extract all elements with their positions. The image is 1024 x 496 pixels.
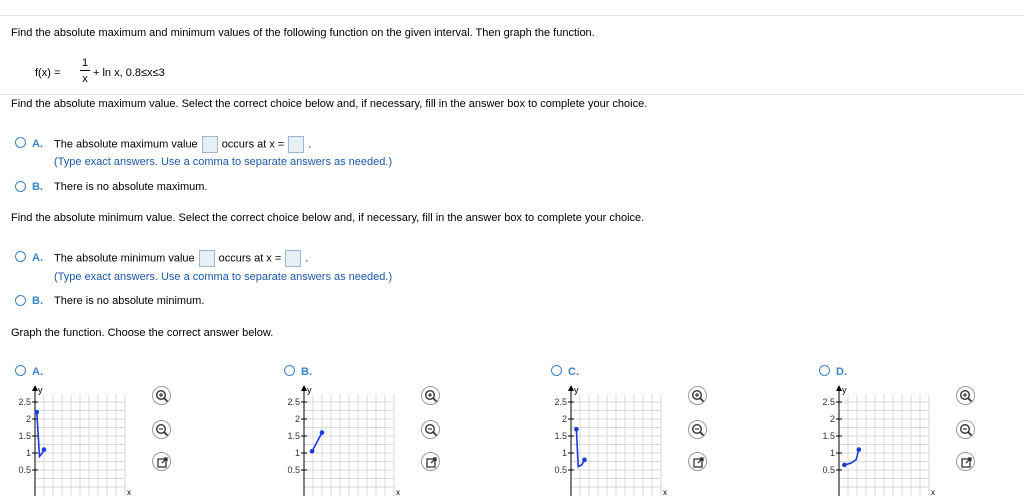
function-curve xyxy=(312,433,322,452)
min-choice-b-text: There is no absolute minimum. xyxy=(54,295,205,307)
y-tick-label: 0.5 xyxy=(287,465,300,475)
popout-icon[interactable] xyxy=(421,452,440,471)
curve-end-point xyxy=(42,447,47,452)
x-axis-label: x xyxy=(931,488,935,496)
y-tick-label: 2 xyxy=(25,414,31,424)
y-tick-label: 1.5 xyxy=(554,431,567,441)
popout-icon[interactable] xyxy=(956,452,975,471)
max-value-label: The absolute maximum value xyxy=(54,138,198,151)
graph-plot xyxy=(274,384,400,496)
fraction-numerator: 1 xyxy=(81,57,89,69)
y-tick-label: 2.5 xyxy=(822,397,835,407)
y-tick-label: 2 xyxy=(561,414,567,424)
max-choice-b-letter: B. xyxy=(32,181,43,193)
curve-end-point xyxy=(582,458,587,463)
max-hint: (Type exact answers. Use a comma to separate answers as needed.) xyxy=(54,156,393,168)
graph-option-letter: A. xyxy=(32,366,43,378)
popout-icon[interactable] xyxy=(152,452,171,471)
max-prompt: Find the absolute maximum value. Select the correct choice below and, if necessary, fill in the answer box to complete your choice. xyxy=(11,98,648,110)
y-tick-label: 0.5 xyxy=(18,465,31,475)
top-divider xyxy=(0,15,1024,16)
max-choice-a-line xyxy=(54,136,311,153)
curve-end-point xyxy=(857,447,862,452)
min-choice-b-radio[interactable] xyxy=(15,295,26,306)
instruction-text: Find the absolute maximum and minimum values of the following function on the given interval. Then graph the function. xyxy=(11,27,595,39)
graph-plot xyxy=(5,384,131,496)
min-x-answer-box[interactable] xyxy=(285,250,301,267)
zoom-in-icon[interactable] xyxy=(421,386,440,405)
min-choice-a-line xyxy=(54,250,308,267)
max-choice-a-letter: A. xyxy=(32,138,43,150)
y-tick-label: 2.5 xyxy=(554,397,567,407)
y-tick-label: 1.5 xyxy=(822,431,835,441)
y-tick-label: 2 xyxy=(829,414,835,424)
zoom-in-icon[interactable] xyxy=(152,386,171,405)
max-occurs-label: occurs at x = xyxy=(221,138,285,151)
min-value-answer-box[interactable] xyxy=(199,250,215,267)
zoom-out-icon[interactable] xyxy=(152,420,171,439)
min-value-label: The absolute minimum value xyxy=(54,252,195,265)
min-choice-a-letter: A. xyxy=(32,252,43,264)
curve-start-point xyxy=(35,410,40,415)
y-tick-label: 0.5 xyxy=(554,465,567,475)
y-axis-label: y xyxy=(574,385,579,395)
min-choice-b-letter: B. xyxy=(32,295,43,307)
fraction-bar xyxy=(80,70,90,71)
graph-prompt: Graph the function. Choose the correct answer below. xyxy=(11,327,274,339)
x-axis-label: x xyxy=(127,488,131,496)
zoom-out-icon[interactable] xyxy=(688,420,707,439)
min-choice-a-radio[interactable] xyxy=(15,251,26,262)
zoom-out-icon[interactable] xyxy=(421,420,440,439)
y-tick-label: 1 xyxy=(561,448,567,458)
y-axis-label: y xyxy=(842,385,847,395)
function-rest: + ln x, 0.8≤x≤3 xyxy=(93,67,165,79)
min-period: . xyxy=(305,252,309,265)
fraction-denominator: x xyxy=(82,73,88,85)
x-axis-label: x xyxy=(396,488,400,496)
function-lhs: f(x) = xyxy=(35,67,61,79)
y-tick-label: 2.5 xyxy=(18,397,31,407)
zoom-out-icon[interactable] xyxy=(956,420,975,439)
max-period: . xyxy=(308,138,312,151)
y-tick-label: 2.5 xyxy=(287,397,300,407)
graph-option-letter: C. xyxy=(568,366,579,378)
y-tick-label: 1 xyxy=(294,448,300,458)
curve-start-point xyxy=(310,449,315,454)
y-axis-label: y xyxy=(307,385,312,395)
y-tick-label: 1 xyxy=(25,448,31,458)
max-value-answer-box[interactable] xyxy=(202,136,218,153)
y-tick-label: 2 xyxy=(294,414,300,424)
max-x-answer-box[interactable] xyxy=(288,136,304,153)
graph-plot xyxy=(541,384,667,496)
graph-option-radio[interactable] xyxy=(819,365,830,376)
y-tick-label: 0.5 xyxy=(822,465,835,475)
graph-option-letter: D. xyxy=(836,366,847,378)
popout-icon[interactable] xyxy=(688,452,707,471)
y-tick-label: 1.5 xyxy=(287,431,300,441)
y-axis-label: y xyxy=(38,385,43,395)
min-hint: (Type exact answers. Use a comma to separate answers as needed.) xyxy=(54,271,393,283)
y-tick-label: 1.5 xyxy=(18,431,31,441)
curve-end-point xyxy=(320,430,325,435)
min-prompt: Find the absolute minimum value. Select the correct choice below and, if necessary, fill in the answer box to complete your choice. xyxy=(11,212,645,224)
graph-option-radio[interactable] xyxy=(15,365,26,376)
max-choice-b-text: There is no absolute maximum. xyxy=(54,181,208,193)
curve-start-point xyxy=(842,463,847,468)
graph-option-letter: B. xyxy=(301,366,312,378)
graph-option-radio[interactable] xyxy=(284,365,295,376)
zoom-in-icon[interactable] xyxy=(956,386,975,405)
x-axis-label: x xyxy=(663,488,667,496)
curve-start-point xyxy=(574,427,579,432)
min-occurs-label: occurs at x = xyxy=(218,252,282,265)
max-choice-a-radio[interactable] xyxy=(15,137,26,148)
max-choice-b-radio[interactable] xyxy=(15,181,26,192)
section-divider xyxy=(0,94,1024,95)
graph-option-radio[interactable] xyxy=(551,365,562,376)
y-tick-label: 1 xyxy=(829,448,835,458)
zoom-in-icon[interactable] xyxy=(688,386,707,405)
graph-plot xyxy=(809,384,935,496)
